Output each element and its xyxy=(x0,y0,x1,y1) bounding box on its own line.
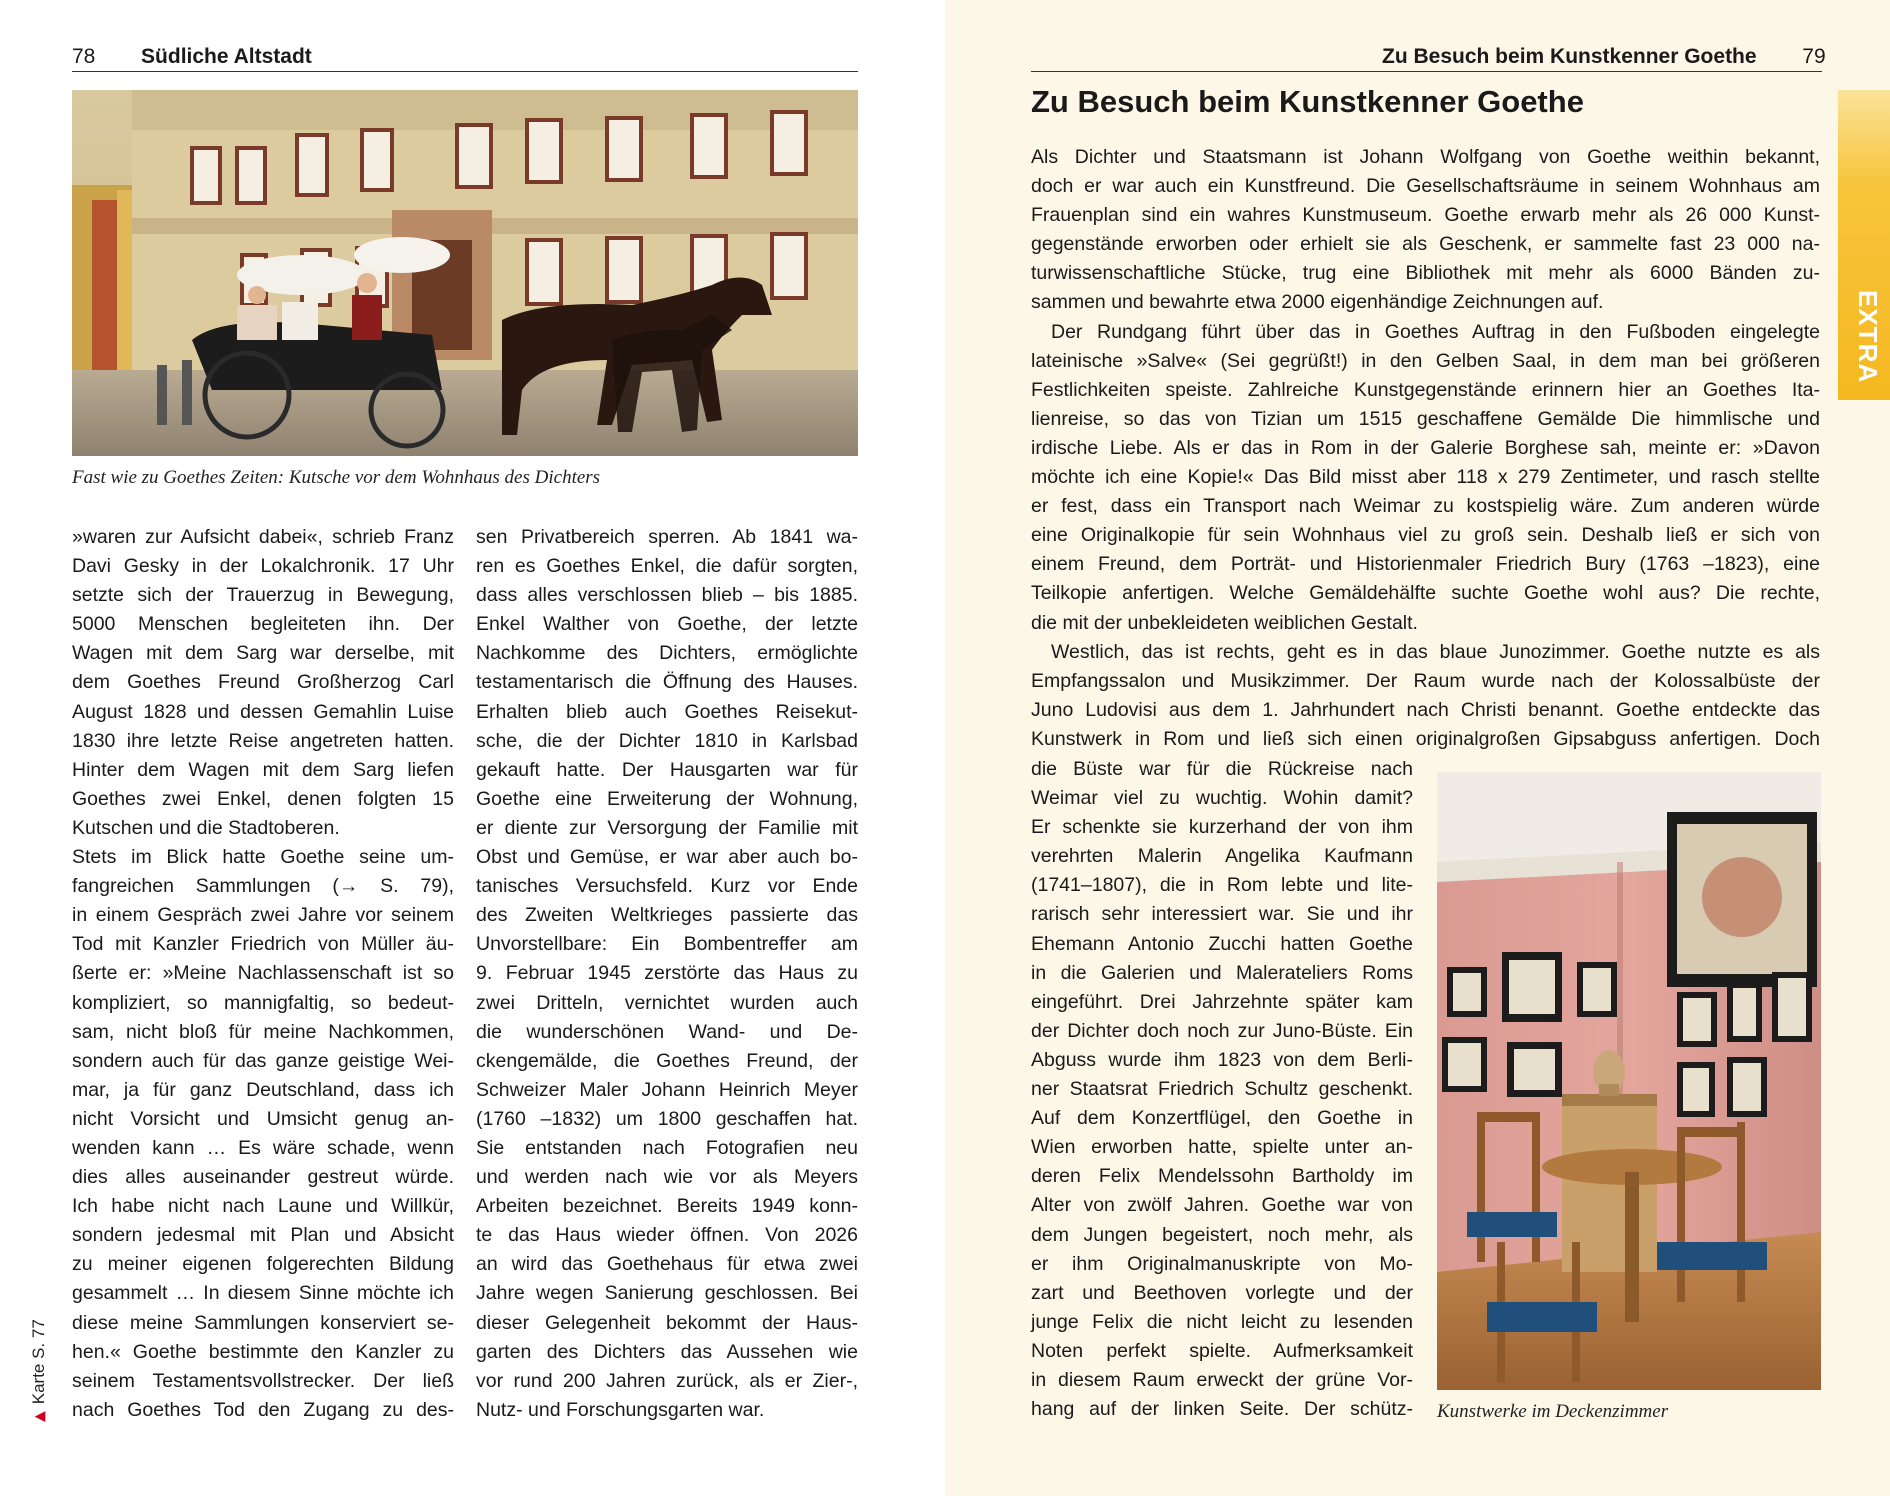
text-line: setzte sich der Trauerzug in Bewegung, xyxy=(72,584,454,607)
text-line: Teilkopie anfertigen. Welche Gemäldehälfte suchte Goethe wohl aus? Die rechte, xyxy=(1031,582,1820,605)
text-line: sammen und bewahrte etwa 2000 eigenhändige Zeichnungen auf. xyxy=(1031,291,1604,314)
text-line: August 1828 und dessen Gemahlin Luise xyxy=(72,700,454,723)
text-line: Jahre wegen Sanierung geschlossen. Bei xyxy=(476,1282,858,1305)
text-line: Tod mit Kanzler Friedrich von Müller äu- xyxy=(72,933,454,956)
map-reference[interactable] xyxy=(24,1300,54,1425)
text-line: Nutz- und Forschungsgarten war. xyxy=(476,1398,765,1421)
text-line: Alter von zwölf Jahren. Goethe war von xyxy=(1031,1194,1413,1217)
text-line: Ehemann Antonio Zucchi hatten Goethe xyxy=(1031,932,1413,955)
text-line: »waren zur Aufsicht dabei«, schrieb Franz xyxy=(72,526,454,548)
text-line: ren es Goethes Enkel, die dafür sorgten, xyxy=(476,555,858,578)
text-line: er diente zur Versorgung der Familie mit xyxy=(476,816,858,839)
text-line: Frauenplan sind ein wahres Kunstmuseum. Goethe erwarb mehr als 26 000 Kunst- xyxy=(1031,204,1820,227)
text-line: verehrten Malerin Angelika Kaufmann xyxy=(1031,845,1413,868)
text-line: an wird das Goethehaus für etwa zwei xyxy=(476,1253,858,1276)
text-line: und werden nach wie vor als Meyers xyxy=(476,1166,858,1189)
text-line: dem Jungen begeistert, noch mehr, als xyxy=(1031,1223,1413,1246)
text-line: Juno Ludovisi aus dem 1. Jahrhundert nach Christi benannt. Goethe entdeckte das xyxy=(1031,698,1820,721)
text-line: Kunstwerk in Rom und ließ sich einen originalgroßen Gipsabguss anfertigen. Doch xyxy=(1031,727,1820,750)
text-line: Wien erworben hatte, spielte unter an- xyxy=(1031,1136,1413,1159)
text-line: 5000 Menschen begleiteten ihn. Der xyxy=(72,613,454,636)
text-line: tanisches Versuchsfeld. Kurz vor Ende xyxy=(476,875,858,898)
text-line: 9. Februar 1945 zerstörte das Haus zu xyxy=(476,962,858,985)
text-line: die Büste war für die Rückreise nach xyxy=(1031,758,1413,780)
text-line: fangreichen Sammlungen (→ S. 79), xyxy=(72,875,454,898)
text-line: sondern auch für das ganze geistige Wei- xyxy=(72,1049,454,1072)
text-line: in diesem Raum erweckt der grüne Vor- xyxy=(1031,1368,1413,1391)
text-line: junge Felix die nicht leicht zu lesenden xyxy=(1031,1310,1413,1333)
text-line: Nachkomme des Dichters, ermöglichte xyxy=(476,642,858,665)
right-running-head xyxy=(1382,44,1826,70)
text-line: Er schenkte sie kurzerhand der von ihm xyxy=(1031,816,1413,839)
text-line: mar, ja für ganz Deutschland, dass ich xyxy=(72,1078,454,1101)
text-line: Enkel Walther von Goethe, der letzte xyxy=(476,613,858,636)
right-text-full xyxy=(1031,143,1820,754)
text-line: Festlichkeiten speiste. Zahlreiche Kunstgegenstände erinnern hier an Goethes Ita- xyxy=(1031,378,1820,401)
text-line: irdische Liebe. Als er das in Rom in der Galerie Borghese sah, meinte er: »Davon xyxy=(1031,436,1820,459)
right-header-rule xyxy=(1031,71,1822,72)
article-title: Zu Besuch beim Kunstkenner Goethe xyxy=(1031,84,1584,119)
text-line: Stets im Blick hatte Goethe seine um- xyxy=(72,846,454,869)
text-line: Abguss wurde ihm 1823 von dem Berli- xyxy=(1031,1048,1413,1071)
text-line: Davi Gesky in der Lokalchronik. 17 Uhr xyxy=(72,555,454,578)
text-line: eingeführt. Drei Jahrzehnte später kam xyxy=(1031,990,1413,1013)
text-line: sam, nicht bloß für meine Nachkommen, xyxy=(72,1020,454,1043)
text-line: garten des Dichters das Aussehen wie xyxy=(476,1340,858,1363)
text-line: testamentarisch die Öffnung des Hauses. xyxy=(476,671,858,694)
text-line: dies alles auseinander gestreut würde. xyxy=(72,1166,454,1189)
text-line: Wagen mit dem Sarg war derselbe, mit xyxy=(72,642,454,665)
text-line: Als Dichter und Staatsmann ist Johann Wolfgang von Goethe weithin bekannt, xyxy=(1031,146,1820,168)
text-line: doch er war auch ein Kunstfreund. Die Gesellschaftsräume in seinem Wohnhaus am xyxy=(1031,175,1820,198)
text-line: der Dichter doch noch zur Juno-Büste. Ein xyxy=(1031,1019,1413,1042)
text-line: sen Privatbereich sperren. Ab 1841 wa- xyxy=(476,526,858,548)
text-line: sondern jedesmal mit Plan und Absicht xyxy=(72,1224,454,1247)
text-line: des Zweiten Weltkrieges passierte das xyxy=(476,904,858,927)
text-line: Goethe eine Erweiterung der Wohnung, xyxy=(476,787,858,810)
text-line: lienreise, so das von Tizian um 1515 geschaffene Gemälde Die himmlische und xyxy=(1031,407,1820,430)
text-line: zu meiner eigenen folgerechten Bildung xyxy=(72,1253,454,1276)
text-line: möchte ich eine Kopie!« Das Bild misst aber 118 x 279 Zentimeter, und rasch stellte xyxy=(1031,466,1820,489)
left-page-number: 78 xyxy=(72,45,96,68)
text-line: die mit der unbekleideten weiblichen Gestalt. xyxy=(1031,611,1418,634)
map-reference-label: Karte S. 77 xyxy=(29,1319,48,1405)
text-line: kompliziert, so mannigfaltig, so bedeut- xyxy=(72,991,454,1014)
text-line: 1830 ihre letzte Reise angetreten hatten. xyxy=(72,729,454,752)
text-line: dem Goethes Freund Großherzog Carl xyxy=(72,671,454,694)
extra-tab-label: EXTRA xyxy=(1853,290,1883,384)
text-line: Ich habe nicht nach Laune und Willkür, xyxy=(72,1195,454,1218)
text-line: Empfangssalon und Musikzimmer. Der Raum wurde nach der Kolossalbüste der xyxy=(1031,669,1820,692)
text-line: turwissenschaftliche Stücke, trug eine Bibliothek mit mehr als 6000 Bänden zu- xyxy=(1031,262,1820,285)
left-header-rule xyxy=(72,71,858,72)
text-line: nach Goethes Tod den Zugang zu des- xyxy=(72,1398,454,1421)
text-line: zwei Dritteln, vernichtet wurden auch xyxy=(476,991,858,1014)
text-line: (1741–1807), die in Rom lebte und lite- xyxy=(1031,874,1413,897)
text-line: nicht Vorsicht und Umsicht genug an- xyxy=(72,1107,454,1130)
text-line: vor rund 200 Jahren zurück, als er Zier-, xyxy=(476,1369,858,1392)
text-line: Obst und Gemüse, er war aber auch bo- xyxy=(476,846,858,869)
text-line: Arbeiten bezeichnet. Bereits 1949 konn- xyxy=(476,1195,858,1218)
left-photo-caption: Fast wie zu Goethes Zeiten: Kutsche vor dem Wohnhaus des Dichters xyxy=(72,467,601,488)
text-line: Hinter dem Wagen mit dem Sarg liefen xyxy=(72,758,454,781)
text-line: gesammelt … In diesem Sinne möchte ich xyxy=(72,1282,454,1305)
text-line: Schweizer Maler Johann Heinrich Meyer xyxy=(476,1078,858,1101)
map-arrow-icon: ▶ xyxy=(31,1409,47,1425)
text-line: lateinische »Salve« (Sei gegrüßt!) in den Gelben Saal, in dem man bei größeren xyxy=(1031,349,1820,372)
text-line: zart und Beethoven vorlegte und der xyxy=(1031,1281,1413,1304)
text-line: Noten perfekt spielte. Aufmerksamkeit xyxy=(1031,1339,1413,1362)
text-line: Weimar viel zu wuchtig. Wohin damit? xyxy=(1031,787,1413,810)
right-text-narrow xyxy=(1031,755,1413,1424)
text-line: deren Felix Mendelssohn Bartholdy im xyxy=(1031,1165,1413,1188)
text-line: gegenstände erworben oder erhielt sie als Geschenk, er sammelte fast 23 000 na- xyxy=(1031,233,1820,256)
text-line: Kutschen und die Stadtoberen. xyxy=(72,816,340,839)
room-photo xyxy=(1437,772,1821,1390)
left-text-column-1 xyxy=(72,523,454,1425)
text-line: einem Freund, dem Porträt- und Historienmaler Friedrich Bury (1763 –1823), eine xyxy=(1031,553,1820,576)
left-text-column-2 xyxy=(476,523,858,1425)
text-line: Goethes zwei Enkel, denen folgten 15 xyxy=(72,787,454,810)
text-line: Westlich, das ist rechts, geht es in das blaue Junozimmer. Goethe nutzte es als xyxy=(1051,640,1820,663)
text-line: ckengemälde, die Goethes Freund, der xyxy=(476,1049,858,1072)
left-running-head xyxy=(72,44,312,70)
room-photo-caption: Kunstwerke im Deckenzimmer xyxy=(1437,1401,1669,1422)
text-line: hang auf der linken Seite. Der schütz- xyxy=(1031,1398,1413,1421)
carriage-photo xyxy=(72,90,858,456)
text-line: eine Originalkopie für sein Wohnhaus viel zu groß sein. Deshalb ließ er sich von xyxy=(1031,524,1820,547)
text-line: Der Rundgang führt über das in Goethes Auftrag in den Fußboden eingelegte xyxy=(1051,320,1820,343)
text-line: sche, die der Dichter 1810 in Karlsbad xyxy=(476,729,858,752)
text-line: gekauft hatte. Der Hausgarten war für xyxy=(476,758,858,781)
right-section-title: Zu Besuch beim Kunstkenner Goethe xyxy=(1382,45,1757,68)
left-section-title: Südliche Altstadt xyxy=(141,45,312,68)
text-line: Sie entstanden nach Fotografien neu xyxy=(476,1136,858,1159)
text-line: te das Haus wieder öffnen. Von 2026 xyxy=(476,1224,858,1247)
text-line: in einem Gespräch zwei Jahre vor seinem xyxy=(72,904,454,927)
text-line: dass alles verschlossen blieb – bis 1885. xyxy=(476,584,858,607)
text-line: in die Galerien und Malerateliers Roms xyxy=(1031,961,1413,984)
right-page-number: 79 xyxy=(1802,45,1826,68)
text-line: Erhalten blieb auch Goethes Reisekut- xyxy=(476,700,858,723)
text-line: wenden kann … Es wäre schade, wenn xyxy=(72,1136,454,1159)
text-line: dieser Gelegenheit bekommt der Haus- xyxy=(476,1311,858,1334)
text-line: Unvorstellbare: Ein Bombentreffer am xyxy=(476,933,858,956)
text-line: ßerte er: »Meine Nachlassenschaft ist so xyxy=(72,962,454,985)
text-line: ner Staatsrat Friedrich Schultz geschenkt. xyxy=(1031,1078,1413,1101)
text-line: diese meine Sammlungen konserviert se- xyxy=(72,1311,454,1334)
text-line: Auf dem Konzertflügel, den Goethe in xyxy=(1031,1107,1413,1130)
text-line: rarisch sehr interessiert war. Sie und ihr xyxy=(1031,903,1413,926)
text-line: er ihm Originalmanuskripte von Mo- xyxy=(1031,1252,1413,1275)
text-line: die wunderschönen Wand- und De- xyxy=(476,1020,858,1043)
text-line: er fest, dass ein Transport nach Weimar zu kostspielig wäre. Zum anderen würde xyxy=(1031,495,1820,518)
text-line: (1760 –1832) um 1800 geschaffen hat. xyxy=(476,1107,858,1130)
text-line: hen.« Goethe bestimmte den Kanzler zu xyxy=(72,1340,454,1363)
text-line: seinem Testamentsvollstrecker. Der ließ xyxy=(72,1369,454,1392)
